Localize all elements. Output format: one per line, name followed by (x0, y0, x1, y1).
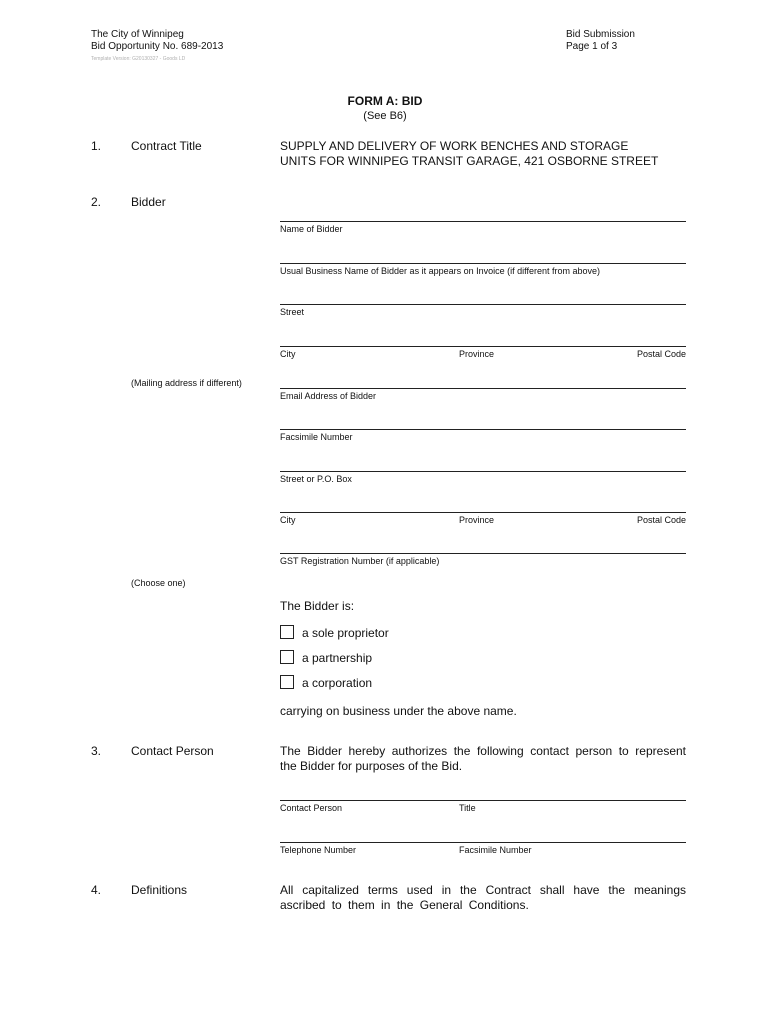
partnership-checkbox[interactable] (280, 650, 294, 664)
corporation-label: a corporation (302, 676, 373, 690)
bidder-is-intro: The Bidder is: (280, 599, 355, 613)
contact-person-label: Contact Person (280, 803, 343, 813)
contract-title-line1: SUPPLY AND DELIVERY OF WORK BENCHES AND STORAGE (280, 139, 629, 153)
header-city: The City of Winnipeg (91, 29, 184, 40)
header-template-version: Template Version: G20130327 - Goods LD (91, 56, 186, 62)
section-4-number: 4. (91, 883, 102, 897)
telephone-label: Telephone Number (280, 845, 357, 855)
street-po-label: Street or P.O. Box (280, 474, 352, 484)
gst-line[interactable] (280, 553, 686, 554)
city-province-postal-line[interactable] (280, 346, 686, 347)
facsimile-label: Facsimile Number (280, 432, 353, 442)
section-3-label: Contact Person (131, 744, 214, 758)
section-1-label: Contract Title (131, 139, 202, 153)
header-submission: Bid Submission (566, 29, 635, 40)
sole-proprietor-label: a sole proprietor (302, 626, 389, 640)
header-opportunity: Bid Opportunity No. 689-2013 (91, 41, 224, 52)
name-of-bidder-line[interactable] (280, 221, 686, 222)
street-label: Street (280, 307, 305, 317)
name-of-bidder-label: Name of Bidder (280, 224, 343, 234)
corporation-checkbox[interactable] (280, 675, 294, 689)
city-label: City (280, 349, 296, 359)
street-po-line[interactable] (280, 471, 686, 472)
form-title: FORM A: BID (347, 94, 423, 108)
contact-facsimile-label: Facsimile Number (459, 845, 532, 855)
section-4-label: Definitions (131, 883, 188, 897)
bidder-is-outro: carrying on business under the above name. (280, 704, 517, 718)
definitions-line1: All capitalized terms used in the Contract shall have the meanings (280, 883, 686, 897)
email-line[interactable] (280, 388, 686, 389)
province-label: Province (459, 349, 495, 359)
mailing-province-label: Province (459, 515, 495, 525)
sole-proprietor-checkbox[interactable] (280, 625, 294, 639)
mailing-city-province-postal-line[interactable] (280, 512, 686, 513)
partnership-label: a partnership (302, 651, 373, 665)
telephone-facsimile-line[interactable] (280, 842, 686, 843)
contact-authorization-line1: The Bidder hereby authorizes the following contact person to represent (280, 744, 686, 758)
header-page-number: Page 1 of 3 (566, 41, 618, 52)
section-3-number: 3. (91, 744, 102, 758)
contact-authorization-line2: the Bidder for purposes of the Bid. (280, 759, 463, 773)
definitions-line2: ascribed to them in the General Conditions. (280, 898, 529, 912)
street-line[interactable] (280, 304, 686, 305)
facsimile-line[interactable] (280, 429, 686, 430)
mailing-postal-code-label: Postal Code (636, 515, 686, 525)
choose-one-note: (Choose one) (131, 578, 186, 588)
contact-person-line[interactable] (280, 800, 686, 801)
section-1-number: 1. (91, 139, 102, 153)
usual-business-name-line[interactable] (280, 263, 686, 264)
usual-business-name-label: Usual Business Name of Bidder as it appears on Invoice (if different from above) (280, 266, 600, 276)
gst-label: GST Registration Number (if applicable) (280, 556, 440, 566)
email-label: Email Address of Bidder (280, 391, 377, 401)
title-label: Title (459, 803, 476, 813)
mailing-city-label: City (280, 515, 296, 525)
mailing-address-note: (Mailing address if different) (131, 378, 242, 388)
postal-code-label: Postal Code (636, 349, 686, 359)
contract-title-line2: UNITS FOR WINNIPEG TRANSIT GARAGE, 421 OSBORNE STREET (280, 154, 659, 168)
section-2-label: Bidder (131, 195, 166, 209)
section-2-number: 2. (91, 195, 102, 209)
form-subtitle: (See B6) (363, 110, 407, 122)
